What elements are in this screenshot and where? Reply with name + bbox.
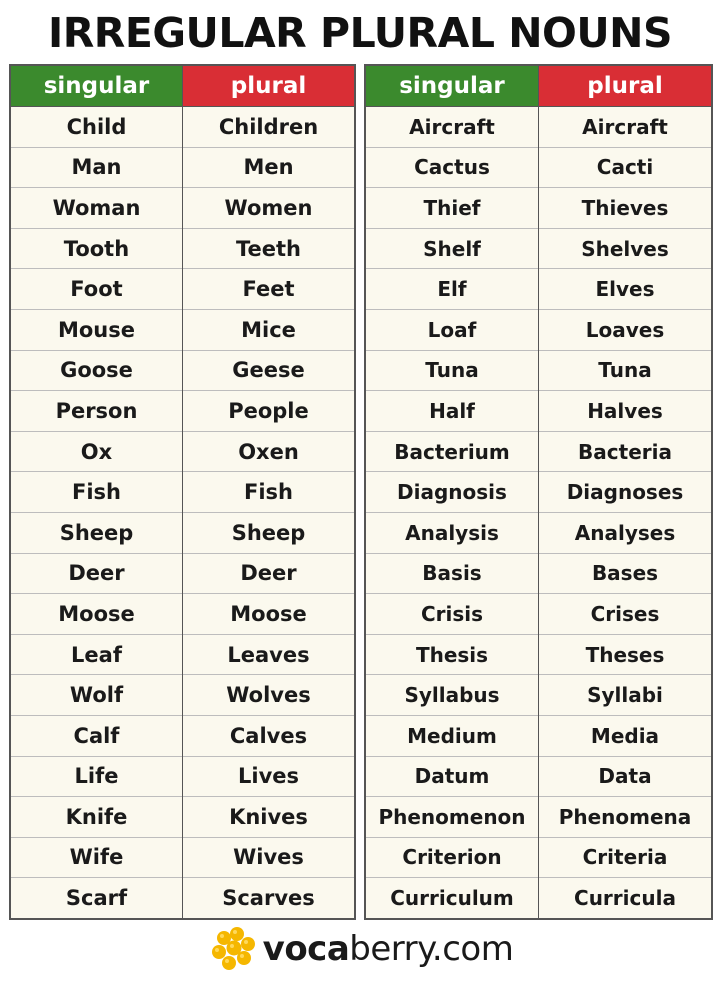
singular-noun-cell: Tooth [10, 228, 183, 269]
left-table-row [10, 107, 355, 148]
plural-noun-cell: Bases [539, 553, 713, 594]
singular-noun-cell: Leaf [10, 634, 183, 675]
singular-noun-cell: Scarf [10, 878, 183, 919]
singular-noun-cell: Thesis [365, 634, 539, 675]
singular-noun-cell: Aircraft [365, 107, 539, 148]
singular-noun-cell: Fish [10, 472, 183, 513]
plural-noun-cell: Halves [539, 391, 713, 432]
left-table-body [10, 107, 355, 919]
singular-noun-cell: Thief [365, 188, 539, 229]
right-table-row [365, 309, 712, 350]
right-table-row [365, 350, 712, 391]
singular-noun-cell: Calf [10, 715, 183, 756]
left-table-row [10, 472, 355, 513]
singular-noun-cell: Half [365, 391, 539, 432]
right-table-header-row [365, 65, 712, 107]
left-table-row [10, 391, 355, 432]
singular-noun-cell: Foot [10, 269, 183, 310]
right-table-body [365, 107, 712, 919]
left-table-row [10, 797, 355, 838]
singular-noun-cell: Syllabus [365, 675, 539, 716]
plural-column-header: plural [183, 65, 356, 107]
left-table-row [10, 512, 355, 553]
plural-noun-cell: Teeth [183, 228, 356, 269]
left-table-row [10, 675, 355, 716]
plural-noun-cell: Media [539, 715, 713, 756]
plural-noun-cell: Children [183, 107, 356, 148]
plural-noun-cell: Feet [183, 269, 356, 310]
singular-noun-cell: Wolf [10, 675, 183, 716]
plural-noun-cell: Scarves [183, 878, 356, 919]
singular-noun-cell: Moose [10, 594, 183, 635]
vocaberry-logo [0, 924, 720, 974]
singular-noun-cell: Tuna [365, 350, 539, 391]
singular-noun-cell: Diagnosis [365, 472, 539, 513]
singular-noun-cell: Datum [365, 756, 539, 797]
singular-noun-cell: Curriculum [365, 878, 539, 919]
left-table-row [10, 269, 355, 310]
left-table-row [10, 147, 355, 188]
singular-noun-cell: Goose [10, 350, 183, 391]
plural-noun-cell: Tuna [539, 350, 713, 391]
plural-noun-cell: Geese [183, 350, 356, 391]
right-table-row [365, 472, 712, 513]
singular-noun-cell: Shelf [365, 228, 539, 269]
left-table-row [10, 878, 355, 919]
left-table-header-row [10, 65, 355, 107]
plural-noun-cell: Data [539, 756, 713, 797]
singular-noun-cell: Criterion [365, 837, 539, 878]
right-noun-table [364, 64, 713, 920]
left-table-row [10, 715, 355, 756]
plural-noun-cell: Criteria [539, 837, 713, 878]
plural-noun-cell: Knives [183, 797, 356, 838]
plural-noun-cell: Loaves [539, 309, 713, 350]
singular-noun-cell: Wife [10, 837, 183, 878]
plural-noun-cell: Diagnoses [539, 472, 713, 513]
right-table-row [365, 512, 712, 553]
plural-noun-cell: Elves [539, 269, 713, 310]
berry-icon [207, 924, 259, 974]
plural-noun-cell: Lives [183, 756, 356, 797]
right-table-row [365, 269, 712, 310]
singular-noun-cell: Sheep [10, 512, 183, 553]
logo-text [263, 929, 514, 969]
left-table-row [10, 634, 355, 675]
plural-noun-cell: Analyses [539, 512, 713, 553]
singular-noun-cell: Elf [365, 269, 539, 310]
plural-noun-cell: Wolves [183, 675, 356, 716]
plural-noun-cell: Curricula [539, 878, 713, 919]
plural-noun-cell: Wives [183, 837, 356, 878]
plural-noun-cell: Men [183, 147, 356, 188]
right-table-row [365, 797, 712, 838]
plural-noun-cell: Moose [183, 594, 356, 635]
left-table-row [10, 309, 355, 350]
plural-noun-cell: Calves [183, 715, 356, 756]
singular-noun-cell: Medium [365, 715, 539, 756]
left-table-row [10, 553, 355, 594]
plural-noun-cell: Mice [183, 309, 356, 350]
plural-noun-cell: Leaves [183, 634, 356, 675]
singular-noun-cell: Life [10, 756, 183, 797]
plural-noun-cell: Fish [183, 472, 356, 513]
right-table-row [365, 715, 712, 756]
singular-noun-cell: Deer [10, 553, 183, 594]
plural-noun-cell: Deer [183, 553, 356, 594]
singular-noun-cell: Loaf [365, 309, 539, 350]
singular-noun-cell: Basis [365, 553, 539, 594]
plural-noun-cell: Oxen [183, 431, 356, 472]
right-table-row [365, 107, 712, 148]
singular-column-header: singular [10, 65, 183, 107]
singular-noun-cell: Crisis [365, 594, 539, 635]
logo-text-bold: voca [262, 929, 350, 969]
singular-noun-cell: Woman [10, 188, 183, 229]
plural-noun-cell: Phenomena [539, 797, 713, 838]
singular-noun-cell: Ox [10, 431, 183, 472]
plural-noun-cell: Thieves [539, 188, 713, 229]
right-table-row [365, 553, 712, 594]
right-table-row [365, 228, 712, 269]
right-table-row [365, 147, 712, 188]
plural-noun-cell: Sheep [183, 512, 356, 553]
plural-noun-cell: Aircraft [539, 107, 713, 148]
left-table-row [10, 837, 355, 878]
singular-noun-cell: Analysis [365, 512, 539, 553]
plural-noun-cell: Bacteria [539, 431, 713, 472]
right-table-row [365, 188, 712, 229]
left-table-row [10, 188, 355, 229]
logo-text-regular: berry.com [349, 929, 514, 969]
singular-noun-cell: Phenomenon [365, 797, 539, 838]
left-table-row [10, 228, 355, 269]
right-table-row [365, 756, 712, 797]
page-title: IRREGULAR PLURAL NOUNS [47, 9, 673, 57]
right-table-row [365, 837, 712, 878]
singular-column-header: singular [365, 65, 539, 107]
plural-noun-cell: Syllabi [539, 675, 713, 716]
singular-noun-cell: Child [10, 107, 183, 148]
singular-noun-cell: Bacterium [365, 431, 539, 472]
left-table-row [10, 431, 355, 472]
right-table-row [365, 878, 712, 919]
plural-noun-cell: Crises [539, 594, 713, 635]
left-table-row [10, 594, 355, 635]
plural-noun-cell: Shelves [539, 228, 713, 269]
singular-noun-cell: Knife [10, 797, 183, 838]
singular-noun-cell: Mouse [10, 309, 183, 350]
plural-noun-cell: Theses [539, 634, 713, 675]
plural-noun-cell: People [183, 391, 356, 432]
plural-noun-cell: Women [183, 188, 356, 229]
right-table-row [365, 675, 712, 716]
singular-noun-cell: Person [10, 391, 183, 432]
plural-column-header: plural [539, 65, 713, 107]
right-table-row [365, 594, 712, 635]
right-table-row [365, 431, 712, 472]
right-table-row [365, 391, 712, 432]
left-table-row [10, 756, 355, 797]
right-table-row [365, 634, 712, 675]
singular-noun-cell: Man [10, 147, 183, 188]
plural-noun-cell: Cacti [539, 147, 713, 188]
left-table-row [10, 350, 355, 391]
singular-noun-cell: Cactus [365, 147, 539, 188]
left-noun-table [9, 64, 356, 920]
